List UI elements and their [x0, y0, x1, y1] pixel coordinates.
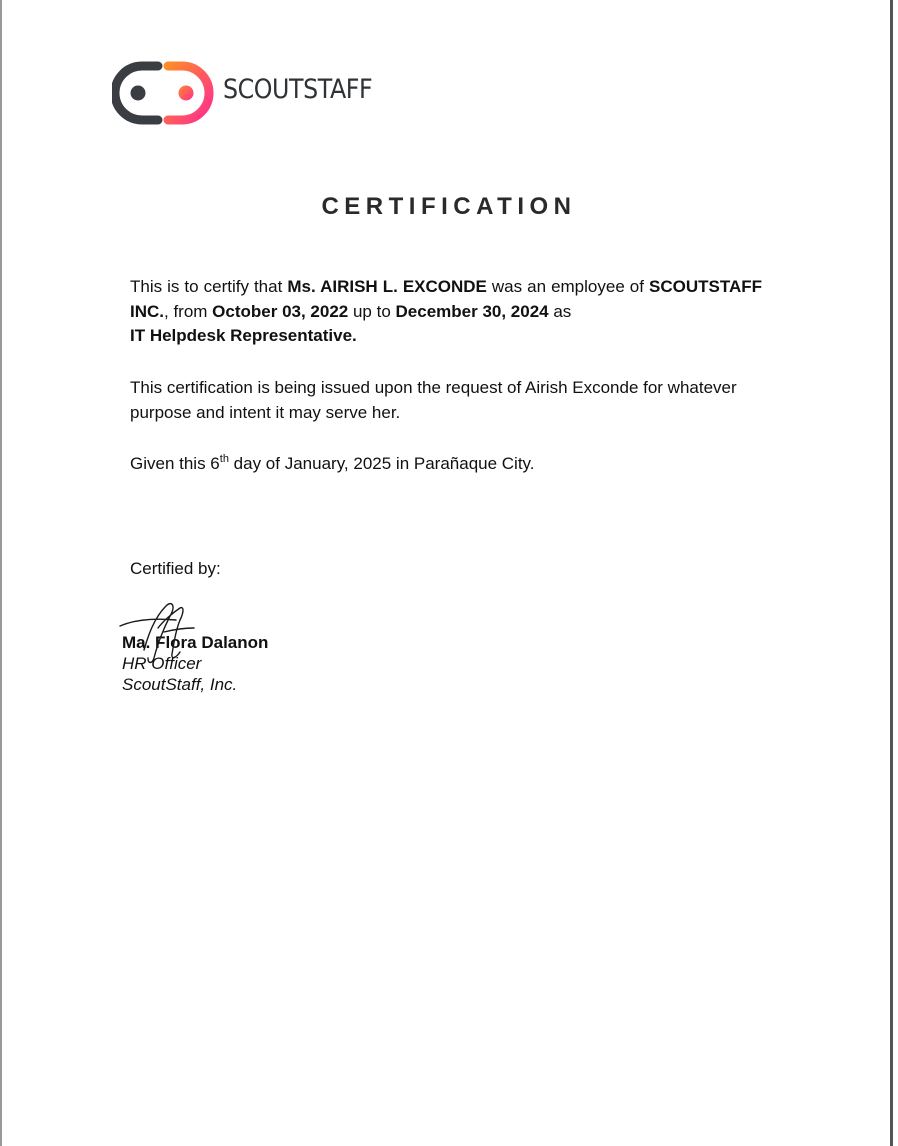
company-logo — [112, 60, 402, 128]
signer-role: HR Officer — [122, 654, 202, 673]
page-left-border — [0, 0, 2, 1146]
signer-name: Ma. Flora Dalanon — [122, 633, 269, 652]
company-name: SCOUTSTAFF INC. — [130, 277, 762, 321]
text-fragment: This is to certify that — [130, 277, 288, 296]
text-fragment: was an employee of — [486, 277, 649, 296]
text-fragment: as — [548, 301, 572, 321]
document-title: CERTIFICATION — [321, 193, 577, 220]
text-fragment: Given this 6 — [130, 454, 220, 473]
certification-paragraph — [130, 275, 762, 349]
text-fragment: , from — [164, 301, 213, 321]
scoutstaff-logo-icon — [112, 60, 216, 128]
signer-company: ScoutStaff, Inc. — [122, 675, 238, 694]
issue-date-paragraph — [130, 452, 762, 477]
position-title: IT Helpdesk Representative. — [130, 326, 357, 345]
text-fragment: up to — [348, 301, 396, 321]
logo-wordmark: SCOUTSTAFF — [223, 74, 373, 105]
certified-by-label: Certified by: — [130, 559, 221, 578]
handwritten-signature — [114, 598, 204, 668]
employee-name: Ms. AIRISH L. EXCONDE — [287, 277, 487, 296]
purpose-paragraph: This certification is being issued upon the request of Airish Exconde for whatever purpose and intent it may serve her. — [130, 378, 737, 422]
text-fragment: day of January, 2025 in Parañaque City. — [228, 454, 535, 473]
ordinal-suffix: th — [219, 453, 229, 465]
end-date: December 30, 2024 — [395, 301, 549, 321]
start-date: October 03, 2022 — [212, 301, 349, 321]
page-right-border — [890, 0, 893, 1146]
